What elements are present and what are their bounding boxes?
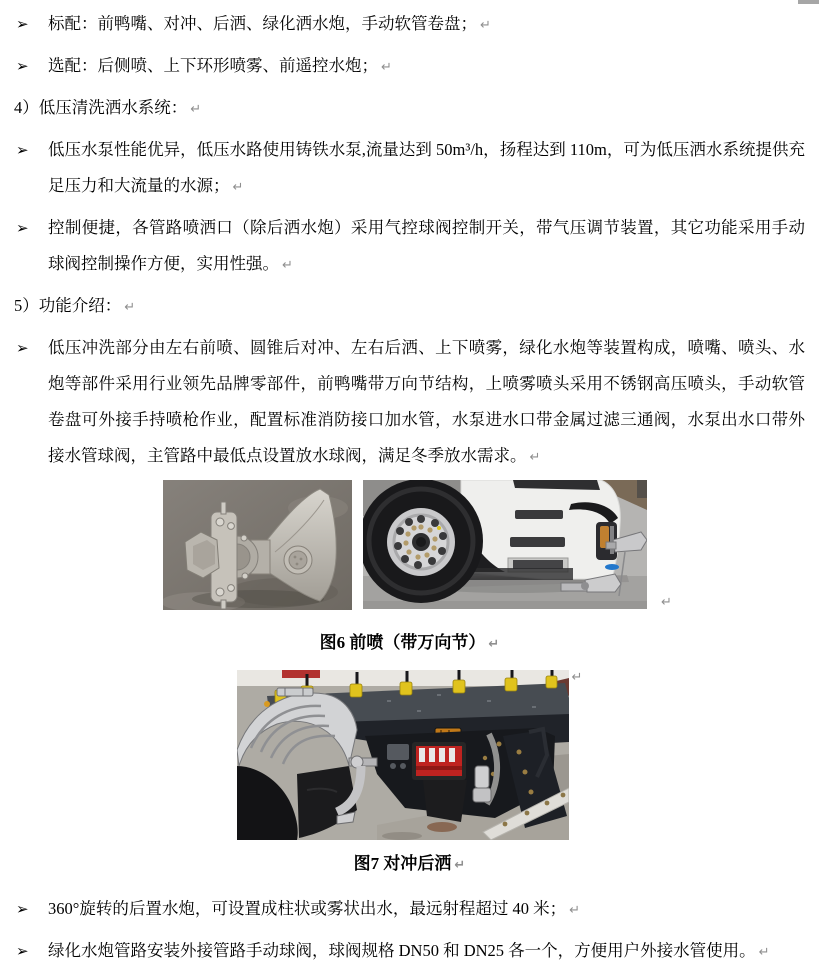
paragraph-text: 低压水泵性能优异，低压水路使用铸铁水泵,流量达到 50m³/h，扬程达到 110m，可为低压洒水系统提供充足压力和大流量的水源； — [48, 140, 805, 195]
arrow-bullet-icon: ➢ — [16, 339, 29, 357]
arrow-bullet-icon: ➢ — [16, 942, 29, 960]
paragraph-text: 低压冲洗部分由左右前喷、圆锥后对冲、左右后洒、上下喷雾，绿化水炮等装置构成，喷嘴、喷头、水炮等部件采用行业领先品牌零部件，前鸭嘴带万向节结构，上喷雾喷头采用不锈钢高压喷头，手动软管卷盘可外接手持喷枪作业，配置标准消防接口加水管，水泵进水口带金属过滤三通阀，水泵出水口带外接水管球阀，主管路中最低点设置放水球阀，满足冬季放水需求。 — [48, 338, 805, 465]
paragraph-mark-icon: ↵ — [282, 258, 293, 273]
paragraph-mark-icon: ↵ — [661, 595, 672, 610]
paragraph-mark-icon: ↵ — [190, 102, 202, 117]
arrow-bullet-icon: ➢ — [16, 15, 29, 33]
paragraph-mark-icon: ↵ — [571, 670, 583, 685]
list-item — [0, 6, 805, 44]
arrow-bullet-icon: ➢ — [16, 57, 29, 75]
paragraph-mark-icon: ↵ — [569, 903, 581, 918]
figure6-left-photo-duckbill-nozzle — [163, 480, 352, 610]
list-item — [0, 330, 805, 476]
paragraph-text: 5）功能介绍： — [14, 296, 122, 315]
paragraph-mark-icon: ↵ — [758, 945, 770, 960]
scrollbar-fragment[interactable] — [798, 0, 819, 4]
bottom-bullet-list — [0, 891, 819, 971]
paragraph-text: 控制便捷，各管路喷洒口（除后洒水炮）采用气控球阀控制开关，带气压调节装置，其它功能采用手动球阀控制操作方便，实用性强。 — [48, 218, 805, 273]
paragraph-text: 4）低压清洗洒水系统： — [14, 98, 188, 117]
paragraph-mark-icon: ↵ — [454, 858, 466, 873]
paragraph-text: 选配：后侧喷、上下环形喷雾、前遥控水炮； — [48, 56, 378, 75]
arrow-bullet-icon: ➢ — [16, 900, 29, 918]
figure6-caption — [0, 632, 819, 656]
list-item — [0, 132, 805, 206]
figure7-caption — [0, 853, 819, 877]
paragraph-mark-icon: ↵ — [480, 18, 491, 33]
paragraph-mark-icon: ↵ — [124, 300, 136, 315]
numbered-heading — [0, 90, 805, 128]
paragraph-text: 标配：前鸭嘴、对冲、后洒、绿化洒水炮，手动软管卷盘； — [48, 14, 477, 33]
figure6-right-photo-truck-front — [363, 480, 647, 609]
list-item — [0, 48, 805, 86]
arrow-bullet-icon: ➢ — [16, 219, 29, 237]
arrow-bullet-icon: ➢ — [16, 141, 29, 159]
paragraph-mark-icon: ↵ — [381, 60, 392, 75]
paragraph-mark-icon: ↵ — [488, 637, 500, 652]
paragraph-text: 360°旋转的后置水炮，可设置成柱状或雾状出水，最远射程超过 40 米； — [48, 899, 567, 918]
paragraph-mark-icon: ↵ — [529, 450, 541, 465]
list-item — [0, 210, 805, 284]
numbered-heading — [0, 288, 805, 326]
figure6-photo-row — [16, 480, 819, 610]
list-item — [0, 933, 805, 971]
paragraph-text: 绿化水炮管路安装外接管路手动球阀，球阀规格 DN50 和 DN25 各一个，方便用户外接水管使用。 — [48, 941, 756, 960]
caption-text: 图7 对冲后洒 — [353, 854, 452, 873]
figure7-photo-rear-chassis — [237, 670, 569, 840]
list-item — [0, 891, 805, 929]
paragraph-mark-icon: ↵ — [232, 180, 244, 195]
caption-text: 图6 前喷（带万向节） — [319, 633, 486, 652]
figure7-photo-row — [0, 670, 819, 840]
